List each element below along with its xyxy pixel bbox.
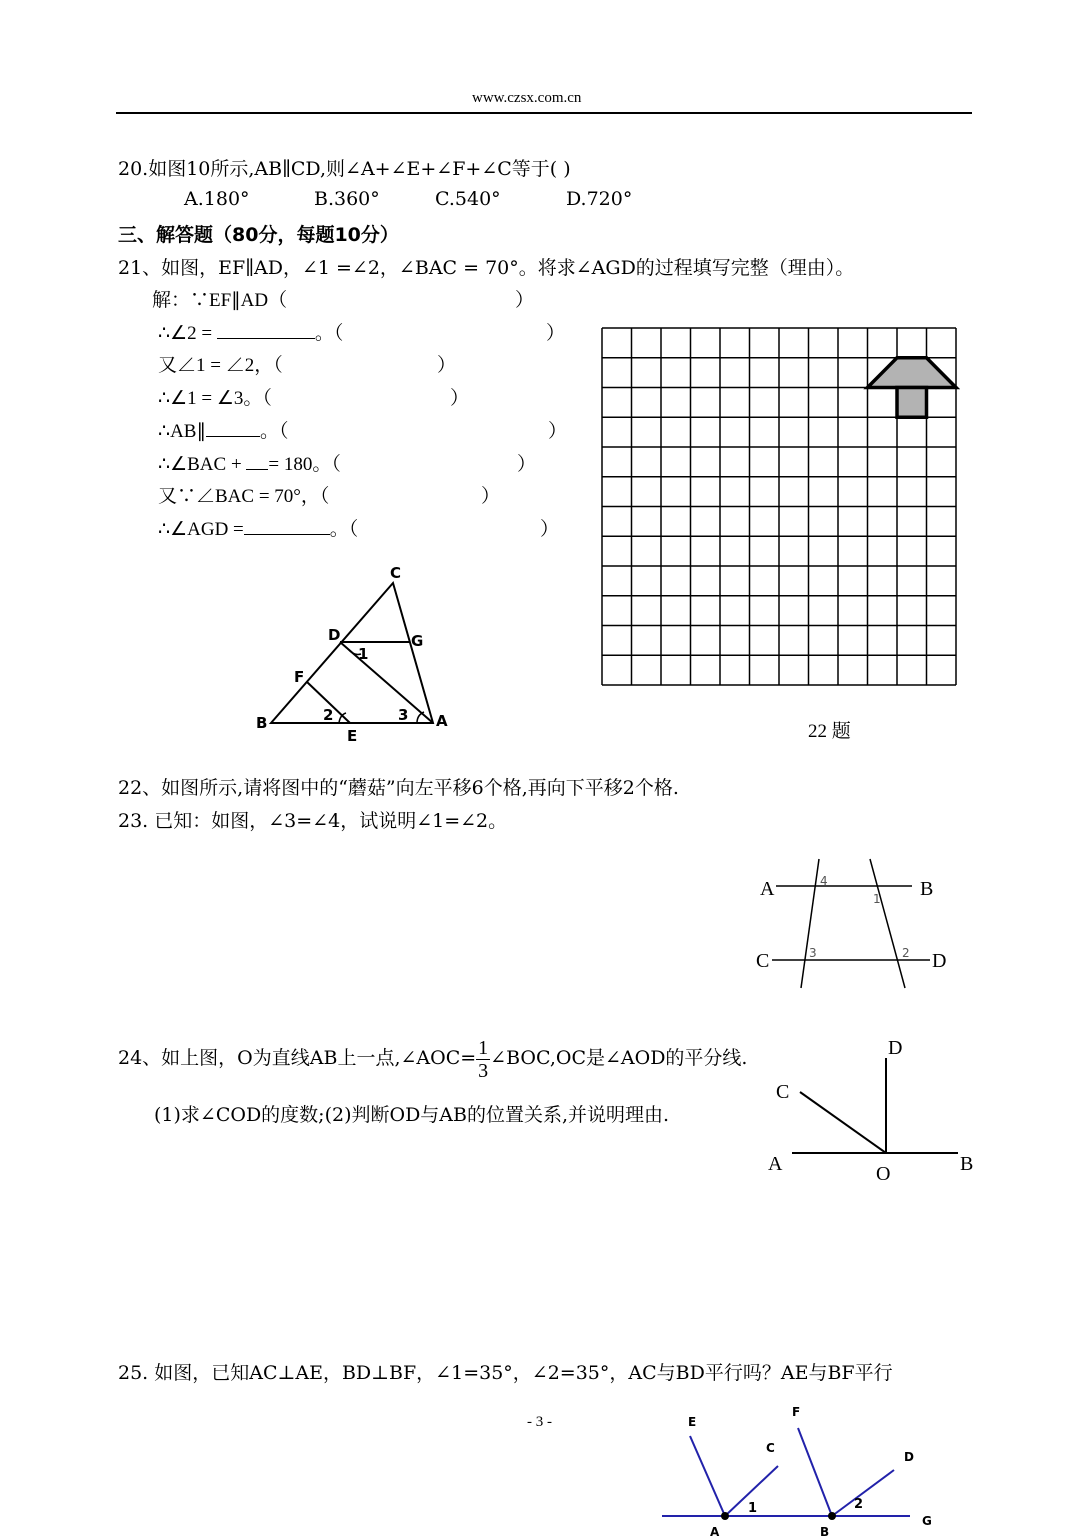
label-b: B	[960, 1153, 974, 1175]
q21-step-3: 又∠1 = ∠2，（	[158, 355, 283, 376]
q21-step-1-close: ）	[515, 290, 535, 311]
label-a: A	[436, 712, 448, 730]
q22-caption: 22 题	[808, 721, 851, 742]
label-2: 2	[323, 706, 334, 724]
fraction: $\frac{1}{3}$	[478, 1036, 489, 1082]
q21-step-8-close: ）	[540, 519, 560, 540]
q21-step-3-close: ）	[437, 355, 457, 376]
label-d: D	[888, 1037, 903, 1059]
q21-step-4-close: ）	[450, 388, 470, 409]
answer-blank[interactable]	[244, 516, 330, 535]
answer-blank[interactable]	[217, 320, 315, 339]
label-e: E	[688, 1415, 697, 1429]
answer-blank[interactable]	[246, 451, 268, 470]
q20-option-c: C.540°	[435, 188, 501, 210]
q21-step-6: ∴∠BAC + = 180。（	[158, 449, 341, 476]
label-f: F	[294, 668, 305, 686]
label-g: G	[411, 632, 424, 650]
label-e: E	[347, 727, 358, 745]
page-number: - 3 -	[527, 1414, 552, 1430]
label-f: F	[792, 1405, 801, 1419]
q21-step-6-close: ）	[517, 454, 537, 475]
label-1: 1	[748, 1501, 758, 1516]
label-d: D	[932, 950, 947, 972]
label-b: B	[820, 1525, 830, 1536]
q25-figure	[650, 1400, 950, 1536]
q21-stem: 21、如图，EF∥AD，∠1 =∠2，∠BAC = 70°。将求∠AGD的过程填写完整（理由）。	[118, 257, 855, 279]
q23-stem: 23. 已知：如图，∠3=∠4，试说明∠1=∠2。	[118, 810, 508, 832]
label-a: A	[768, 1153, 783, 1175]
q21-step-4: ∴∠1 = ∠3。（	[158, 388, 272, 409]
label-b: B	[256, 714, 268, 732]
label-1: 1	[358, 645, 369, 663]
mushroom-cap	[868, 358, 957, 388]
q21-figure	[250, 560, 460, 750]
label-a: A	[710, 1525, 720, 1536]
q21-step-2-close: ）	[546, 323, 566, 344]
q25-stem: 25. 如图，已知AC⊥AE，BD⊥BF，∠1=35°，∠2=35°，AC与BD平行吗？AE与BF平行	[118, 1362, 893, 1384]
q24-sub: (1)求∠COD的度数;(2)判断OD与AB的位置关系,并说明理由.	[154, 1104, 670, 1126]
label-c: C	[390, 564, 402, 582]
mushroom-shape	[868, 358, 957, 418]
section-title: 三、解答题（80分，每题10分）	[118, 224, 399, 246]
label-c: C	[766, 1441, 775, 1455]
q22-grid	[600, 326, 960, 688]
label-c: C	[756, 950, 770, 972]
label-d: D	[904, 1450, 914, 1464]
label-o: O	[876, 1163, 891, 1185]
q24-stem: 24、如上图，O为直线AB上一点,∠AOC= $\frac{1}{3}$ ∠BOC,OC是∠AOD的平分线.	[118, 1036, 748, 1082]
q22-stem: 22、如图所示,请将图中的“蘑菇”向左平移6个格,再向下平移2个格.	[118, 777, 679, 799]
q24-figure	[762, 1030, 982, 1190]
header-rule	[116, 112, 972, 114]
q20-option-d: D.720°	[566, 188, 633, 210]
q21-step-7: 又∵∠BAC = 70°，（	[158, 486, 330, 507]
label-1: 1	[873, 892, 881, 906]
q23-figure	[752, 855, 952, 995]
label-d: D	[328, 626, 341, 644]
label-b: B	[920, 878, 934, 900]
label-g: G	[922, 1514, 932, 1528]
label-3: 3	[398, 706, 409, 724]
label-2: 2	[902, 946, 910, 960]
q21-step-7-close: ）	[481, 486, 501, 507]
label-4: 4	[820, 874, 828, 888]
label-2: 2	[854, 1497, 864, 1512]
q20-option-b: B.360°	[314, 188, 380, 210]
answer-blank[interactable]	[206, 418, 260, 437]
label-c: C	[776, 1081, 790, 1103]
q21-step-2: ∴∠2 = 。（	[158, 318, 343, 345]
q21-step-5: ∴AB∥ 。（	[158, 416, 289, 443]
mushroom-stem	[897, 388, 927, 418]
q21-step-8: ∴∠AGD = 。（	[158, 514, 358, 541]
q21-step-5-close: ）	[548, 421, 568, 442]
label-3: 3	[809, 946, 817, 960]
label-a: A	[760, 878, 775, 900]
q21-step-1: 解：∵EF∥AD（	[152, 290, 288, 311]
q20-option-a: A.180°	[184, 188, 250, 210]
site-header: www.czsx.com.cn	[472, 90, 582, 106]
q20-stem: 20.如图10所示,AB∥CD,则∠A+∠E+∠F+∠C等于( )	[118, 158, 571, 180]
